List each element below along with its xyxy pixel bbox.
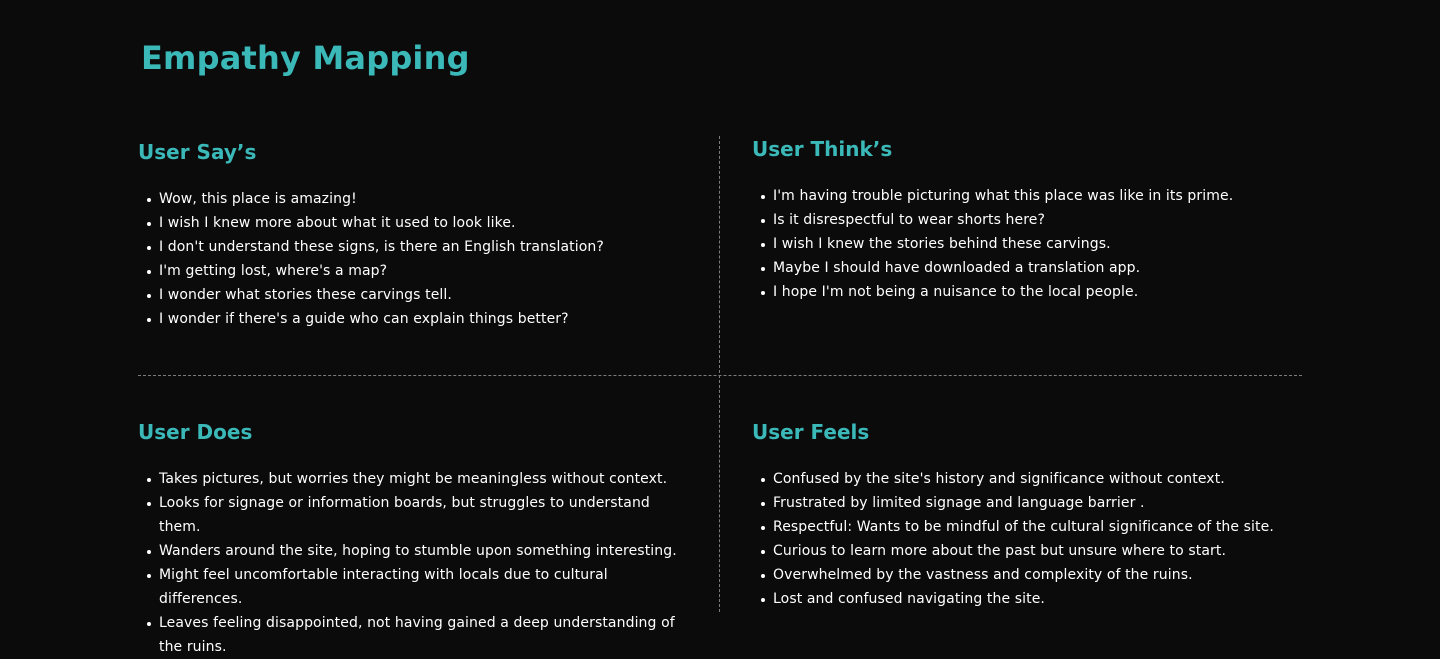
list-item: I'm having trouble picturing what this place was like in its prime.: [752, 184, 1312, 208]
list-item: Wow, this place is amazing!: [138, 187, 698, 211]
user-does-heading: User Does: [138, 420, 253, 444]
user-feels-heading: User Feels: [752, 420, 870, 444]
user-does-quadrant: [138, 418, 698, 655]
list-item: I hope I'm not being a nuisance to the local people.: [752, 280, 1312, 304]
user-thinks-heading: User Think’s: [752, 137, 893, 161]
user-says-heading: User Say’s: [138, 140, 257, 164]
list-item: Wanders around the site, hoping to stumble upon something interesting.: [138, 539, 683, 563]
list-item: I wonder what stories these carvings tell.: [138, 283, 698, 307]
horizontal-divider: [138, 375, 1302, 376]
list-item: Frustrated by limited signage and language barrier .: [752, 491, 1312, 515]
list-item: Maybe I should have downloaded a translation app.: [752, 256, 1312, 280]
list-item: I don't understand these signs, is there an English translation?: [138, 235, 698, 259]
list-item: I wish I knew more about what it used to look like.: [138, 211, 698, 235]
list-item: Takes pictures, but worries they might be meaningless without context.: [138, 467, 683, 491]
list-item: Leaves feeling disappointed, not having gained a deep understanding of the ruins.: [138, 611, 683, 659]
list-item: Confused by the site's history and significance without context.: [752, 467, 1312, 491]
list-item: Overwhelmed by the vastness and complexity of the ruins.: [752, 563, 1312, 587]
page-title: Empathy Mapping: [141, 39, 470, 77]
user-thinks-list: [752, 184, 1312, 304]
list-item: Might feel uncomfortable interacting with locals due to cultural differences.: [138, 563, 683, 611]
list-item: Is it disrespectful to wear shorts here?: [752, 208, 1312, 232]
user-says-list: [138, 187, 698, 331]
list-item: Looks for signage or information boards, but struggles to understand them.: [138, 491, 683, 539]
vertical-divider: [719, 136, 720, 612]
list-item: I wish I knew the stories behind these carvings.: [752, 232, 1312, 256]
user-does-list: [138, 467, 683, 659]
user-thinks-quadrant: [752, 135, 1312, 300]
list-item: I'm getting lost, where's a map?: [138, 259, 698, 283]
list-item: Lost and confused navigating the site.: [752, 587, 1312, 611]
list-item: I wonder if there's a guide who can explain things better?: [138, 307, 698, 331]
user-feels-list: [752, 467, 1312, 611]
user-feels-quadrant: [752, 418, 1312, 607]
list-item: Curious to learn more about the past but unsure where to start.: [752, 539, 1312, 563]
list-item: Respectful: Wants to be mindful of the cultural significance of the site.: [752, 515, 1312, 539]
user-says-quadrant: [138, 138, 698, 327]
